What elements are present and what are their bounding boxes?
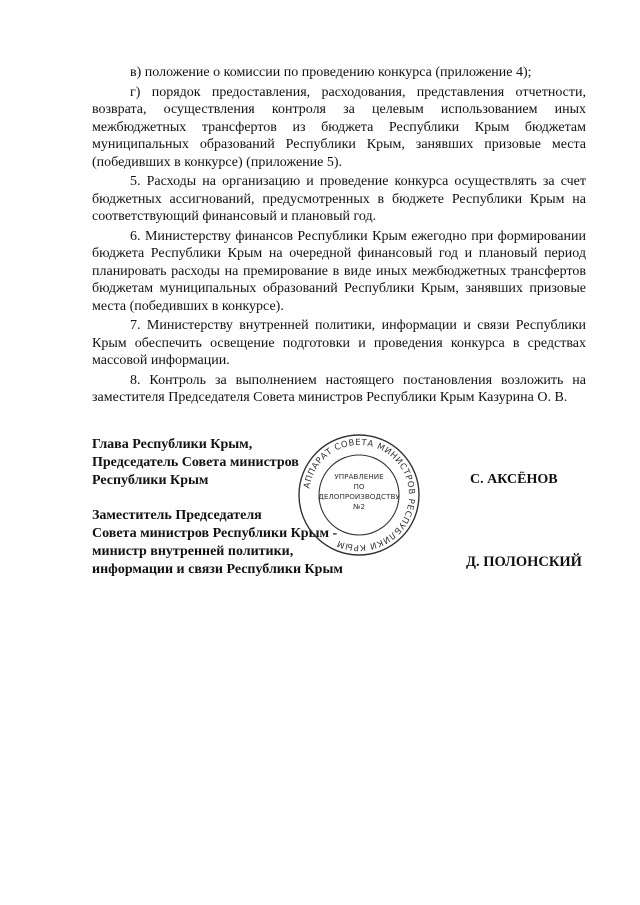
signature-title-line: Совета министров Республики Крым - bbox=[92, 526, 338, 541]
paragraph-g: г) порядок предоставления, расходования, представления отчетности, возврата, осуществления контроля за целевым использованием иных межбюджетных трансфертов из бюджета Республики Крым бюджетам муниципальных образований Республики Крым, занявших призовые места (победивших в конкурсе) (приложение 5). bbox=[92, 84, 586, 170]
stamp-center-text bbox=[312, 472, 406, 512]
stamp-center-line: №2 bbox=[352, 502, 366, 511]
paragraph-8: 8. Контроль за выполнением настоящего постановления возложить на заместителя Председателя Совета министров Республики Крым Казурина О. В. bbox=[92, 372, 586, 405]
signature-title-line: министр внутренней политики, bbox=[92, 544, 294, 559]
signature-title-line: Заместитель Председателя bbox=[92, 508, 262, 523]
signature-title-line: Республики Крым bbox=[92, 473, 209, 488]
paragraph-v: в) положение о комиссии по проведению конкурса (приложение 4); bbox=[130, 65, 532, 80]
signature-title-line: Глава Республики Крым, bbox=[92, 437, 253, 452]
signature-title-line: Председатель Совета министров bbox=[92, 455, 299, 470]
paragraph-5: 5. Расходы на организацию и проведение конкурса осуществлять за счет бюджетных ассигнований, предусмотренных в бюджете Республики Крым на соответствующий финансовый и плановый год. bbox=[92, 174, 586, 224]
stamp-center-line: ДЕЛОПРОИЗВОДСТВУ bbox=[318, 492, 400, 501]
signature-name-head: С. АКСЁНОВ bbox=[470, 472, 558, 487]
signature-title-line: информации и связи Республики Крым bbox=[92, 562, 343, 577]
official-stamp bbox=[296, 432, 422, 558]
stamp-center-line: УПРАВЛЕНИЕ bbox=[334, 472, 384, 481]
document-body bbox=[92, 64, 586, 409]
signature-title-head bbox=[92, 436, 299, 490]
stamp-ring-textpath: АППАРАТ СОВЕТА МИНИСТРОВ РЕСПУБЛИКИ КРЫМ bbox=[302, 437, 417, 553]
paragraph-7: 7. Министерству внутренней политики, информации и связи Республики Крым обеспечить освещение подготовки и проведения конкурса в средствах массовой информации. bbox=[92, 318, 586, 368]
paragraph-6: 6. Министерству финансов Республики Крым ежегодно при формировании бюджета Республики Крым на очередной финансовый год и плановый период планировать расходы на премирование в виде иных межбюджетных трансфертов бюджетам муниципальных образований Республики Крым, занявших призовые места (победивших в конкурсе). bbox=[92, 228, 586, 314]
stamp-center-line: ПО bbox=[353, 482, 365, 491]
signature-name-deputy: Д. ПОЛОНСКИЙ bbox=[466, 554, 582, 570]
